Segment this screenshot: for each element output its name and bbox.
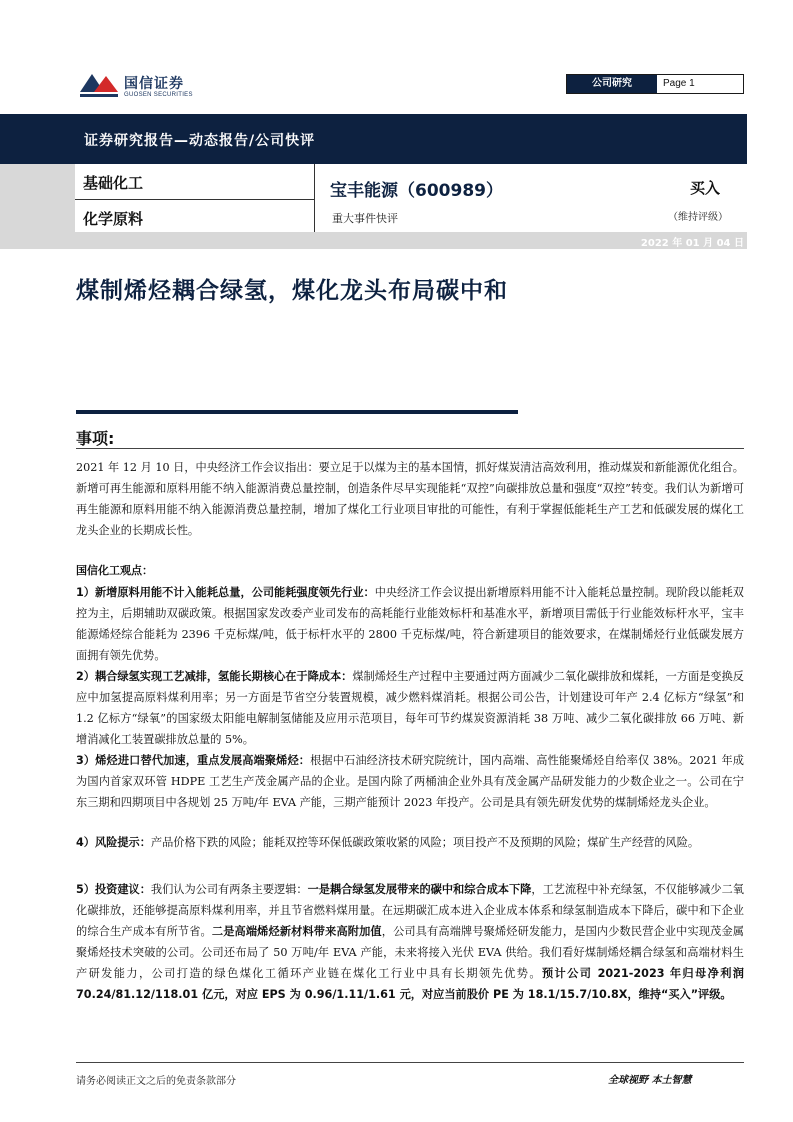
views-p5-bold-b: 一是耦合绿氢发展带来的碳中和综合成本下降 [307,883,532,896]
views-p2-title: 2）耦合绿氢实现工艺减排，氢能长期核心在于降成本： [76,670,353,683]
date-bar [0,232,747,249]
views-p5-title: 5）投资建议： [76,883,151,896]
events-text: 2021 年 12 月 10 日，中央经济工作会议指出：要立足于以煤为主的基本国情，抓好煤炭清洁高效利用，推动煤炭和新能源优化组合。新增可再生能源和原料用能不纳入能源消费总量控制，创造条件尽早实现能耗“双控”向碳排放总量和强度“双控”转变。我们认为新增可再生能源和原料用能不纳入能源消费总量控制，增加了煤化工行业项目审批的可能性，有利于掌握低能耗生产工艺和低碳发展的煤化工龙头企业的长期成长性。 [76,461,744,537]
headline: 煤制烯烃耦合绿氢，煤化龙头布局碳中和 [76,278,508,304]
views-paragraph-2 [76,666,744,750]
views-p5-bold-f: 预计公司 2021-2023 年归母净利润 70.24/81.12/118.01 亿元，对应 EPS 为 0.96/1.11/1.61 元，对应当前股价 PE 为 18.1/15.7/10.8X，维持“买入”评级。 [76,967,744,1001]
views-p1-title: 1）新增原料用能不计入能耗总量，公司能耗强度领先行业： [76,586,375,599]
report-tag-box [566,74,744,94]
views-p5-text-e: ，公司具有高端牌号聚烯烃研发能力，是国内少数民营企业中实现茂金属聚烯烃技术突破的公司。公司还布局了 50 万吨/年 EVA 产能，未来将接入光伏 EVA 供给。我们看好煤制烯烃耦合绿氢和高端材料生产研发能力，公司打造的绿色煤化工循环产业链在煤化工行业中具有长期领先优势。 [76,925,744,980]
section-divider [76,410,518,414]
company-name: 宝丰能源（600989） [330,181,503,201]
report-tag: 公司研究 [567,75,657,93]
views-paragraph-5 [76,879,744,1005]
views-p5-text-c: ，工艺流程中补充绿氢，不仅能够减少二氧化碳排放，还能够提高原料煤利用率，并且节省燃料煤用量。在远期碳汇成本进入企业成本体系和绿氢制造成本下降后，碳中和下企业的综合生产成本有所节省。 [76,883,744,938]
industry-box-1 [75,164,315,200]
views-p3-text: 根据中石油经济技术研究院统计，国内高端、高性能聚烯烃自给率仅 38%。2021 年成为国内首家双环管 HDPE 工艺生产茂金属产品的企业。是国内除了两桶油企业外具有茂金属产品研发能力的少数企业之一。公司在宁东三期和四期项目中各规划 25 万吨/年 EVA 产能，三期产能预计 2023 年投产。公司是具有领先研发优势的煤制烯烃龙头企业。 [76,754,744,809]
views-p1-text: 中央经济工作会议提出新增原料用能不计入能耗总量控制。现阶段以能耗双控为主，后期辅助双碳政策。根据国家发改委产业司发布的高耗能行业能效标杆和基准水平，新增项目需低于行业能效标杆水平，宝丰能源烯烃综合能耗为 2396 千克标煤/吨，低于标杆水平的 2800 千克标煤/吨，符合新建项目的能效要求，在煤制烯烃行业低碳发展方面拥有领先优势。 [76,586,744,662]
report-type: 证券研究报告—动态报告/公司快评 [84,133,316,149]
views-heading: 国信化工观点： [76,564,153,577]
views-paragraph-4 [76,832,744,853]
views-paragraph-3 [76,750,744,813]
views-paragraph-1 [76,582,744,666]
views-p2-text: 煤制烯烃生产过程中主要通过两方面减少二氧化碳排放和煤耗，一方面是变换反应中加氢提高原料煤利用率；另一方面是节省空分装置规模，减少燃料煤消耗。根据公司公告，计划建设可年产 2.4 亿标方“绿氢”和 1.2 亿标方“绿氧”的国家级太阳能电解制氢储能及应用示范项目，每年可节约煤炭资源消耗 38 万吨、减少二氧化碳排放 66 万吨、新增消减化工装置碳排放总量的 5%。 [76,670,744,746]
views-p4-title: 4）风险提示： [76,836,151,849]
views-p3-title: 3）烯烃进口替代加速，重点发展高端聚烯烃： [76,754,311,767]
views-p4-text: 产品价格下跌的风险；能耗双控等环保低碳政策收紧的风险；项目投产不及预期的风险；煤矿生产经营的风险。 [150,836,700,849]
event-type: 重大事件快评 [332,212,398,225]
left-gray-bar [0,164,75,240]
industry-secondary: 化学原料 [83,210,144,228]
views-p5-text-a: 我们认为公司有两条主要逻辑： [150,883,308,896]
rating-note: （维持评级） [668,212,728,223]
footer-rule [76,1062,744,1063]
rating: 买入 [690,179,721,197]
logo-text: 国信证券 [124,76,184,92]
views-p5-bold-d: 二是高端烯烃新材料带来高附加值 [211,925,382,938]
logo-subtitle: GUOSEN SECURITIES [124,92,193,98]
events-heading: 事项: [76,429,115,448]
events-rule [76,448,744,449]
report-date: 2022 年 01 月 04 日 [640,238,744,249]
footer-disclaimer: 请务必阅读正文之后的免责条款部分 [76,1076,236,1087]
footer-slogan: 全球视野 本土智慧 [608,1075,692,1086]
industry-primary: 基础化工 [83,174,144,192]
industry-box-2 [75,200,315,232]
page-label: Page 1 [663,78,695,89]
